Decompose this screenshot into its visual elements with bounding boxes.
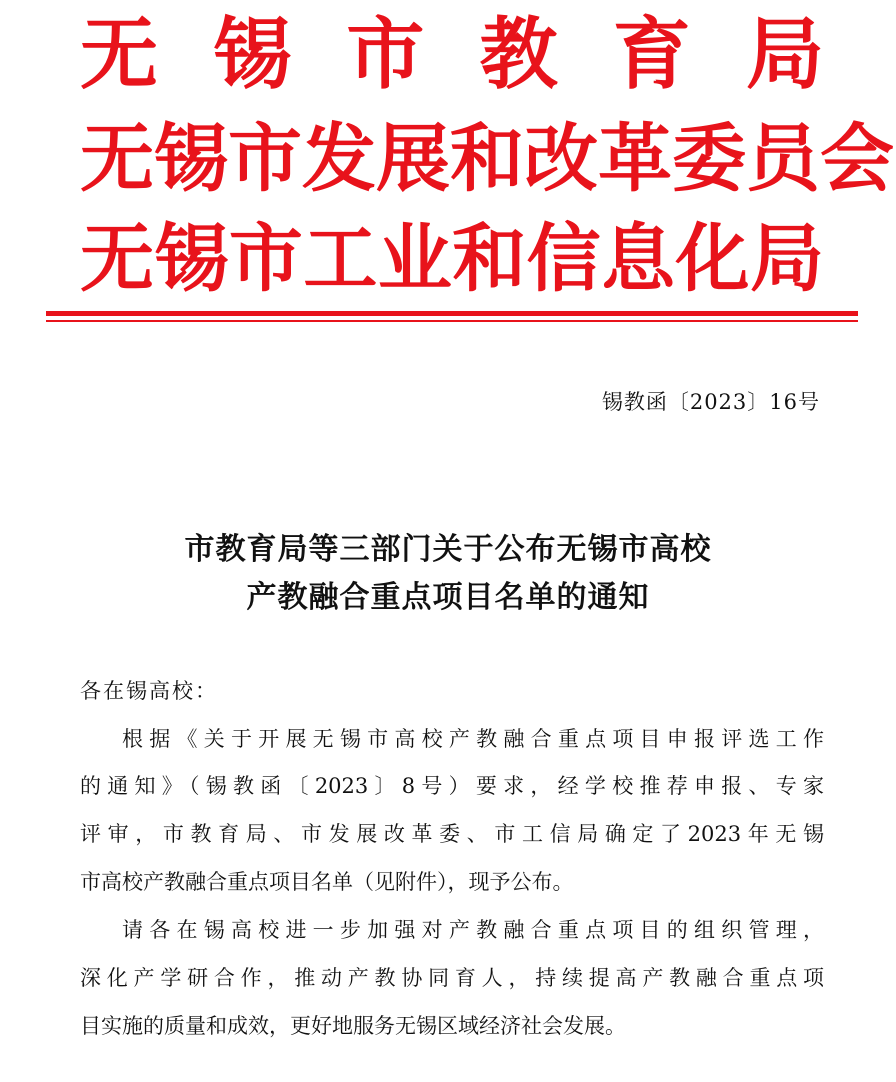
header-issuer-industry-it-bureau <box>80 216 824 302</box>
header-char: 委 <box>672 116 746 202</box>
header-char: 教 <box>479 9 558 100</box>
paragraph-2-line: 深化产学研合作，推动产教协同育人，持续提高产教融合重点项 <box>80 966 824 990</box>
document-number: 锡教函〔2023〕16号 <box>601 390 820 414</box>
header-char: 发 <box>302 116 376 202</box>
header-char: 无 <box>80 9 159 100</box>
header-char: 无 <box>80 216 154 302</box>
header-char: 化 <box>675 216 750 302</box>
header-char: 员 <box>746 116 820 202</box>
document-title-line-2: 产教融合重点项目名单的通知 <box>246 580 650 615</box>
paragraph-1-line: 的通知》（锡教函〔2023〕8号）要求，经学校推荐申报、专家 <box>80 774 824 798</box>
header-char: 和 <box>452 216 527 302</box>
header-char: 无 <box>80 116 154 202</box>
header-char: 锡 <box>154 216 229 302</box>
header-char: 业 <box>377 216 452 302</box>
header-char: 市 <box>228 116 302 202</box>
header-char: 局 <box>749 216 824 302</box>
header-char: 改 <box>524 116 598 202</box>
header-char: 革 <box>598 116 672 202</box>
header-char: 展 <box>376 116 450 202</box>
header-char: 锡 <box>154 116 228 202</box>
document-title-line-1: 市教育局等三部门关于公布无锡市高校 <box>184 532 712 567</box>
salutation: 各在锡高校： <box>80 679 218 703</box>
paragraph-1-line: 评审，市教育局、市发展改革委、市工信局确定了2023年无锡 <box>80 822 824 846</box>
paragraph-2-line: 请各在锡高校进一步加强对产教融合重点项目的组织管理， <box>122 918 824 942</box>
paragraph-1-line: 市高校产教融合重点项目名单（见附件），现予公布。 <box>80 870 574 894</box>
header-divider-thin <box>46 320 858 322</box>
paragraph-1-line: 根据《关于开展无锡市高校产教融合重点项目申报评选工作 <box>122 727 824 751</box>
header-char: 市 <box>228 216 303 302</box>
header-char: 息 <box>601 216 676 302</box>
header-char: 会 <box>820 116 894 202</box>
header-divider-thick <box>46 311 858 316</box>
header-char: 工 <box>303 216 378 302</box>
header-char: 育 <box>612 9 691 100</box>
header-char: 锡 <box>213 9 292 100</box>
header-char: 信 <box>526 216 601 302</box>
header-issuer-development-reform-commission <box>80 116 894 202</box>
header-issuer-education-bureau <box>80 9 824 100</box>
header-char: 和 <box>450 116 524 202</box>
header-char: 市 <box>346 9 425 100</box>
header-char: 局 <box>745 9 824 100</box>
paragraph-2-line: 目实施的质量和成效，更好地服务无锡区域经济社会发展。 <box>80 1014 626 1038</box>
